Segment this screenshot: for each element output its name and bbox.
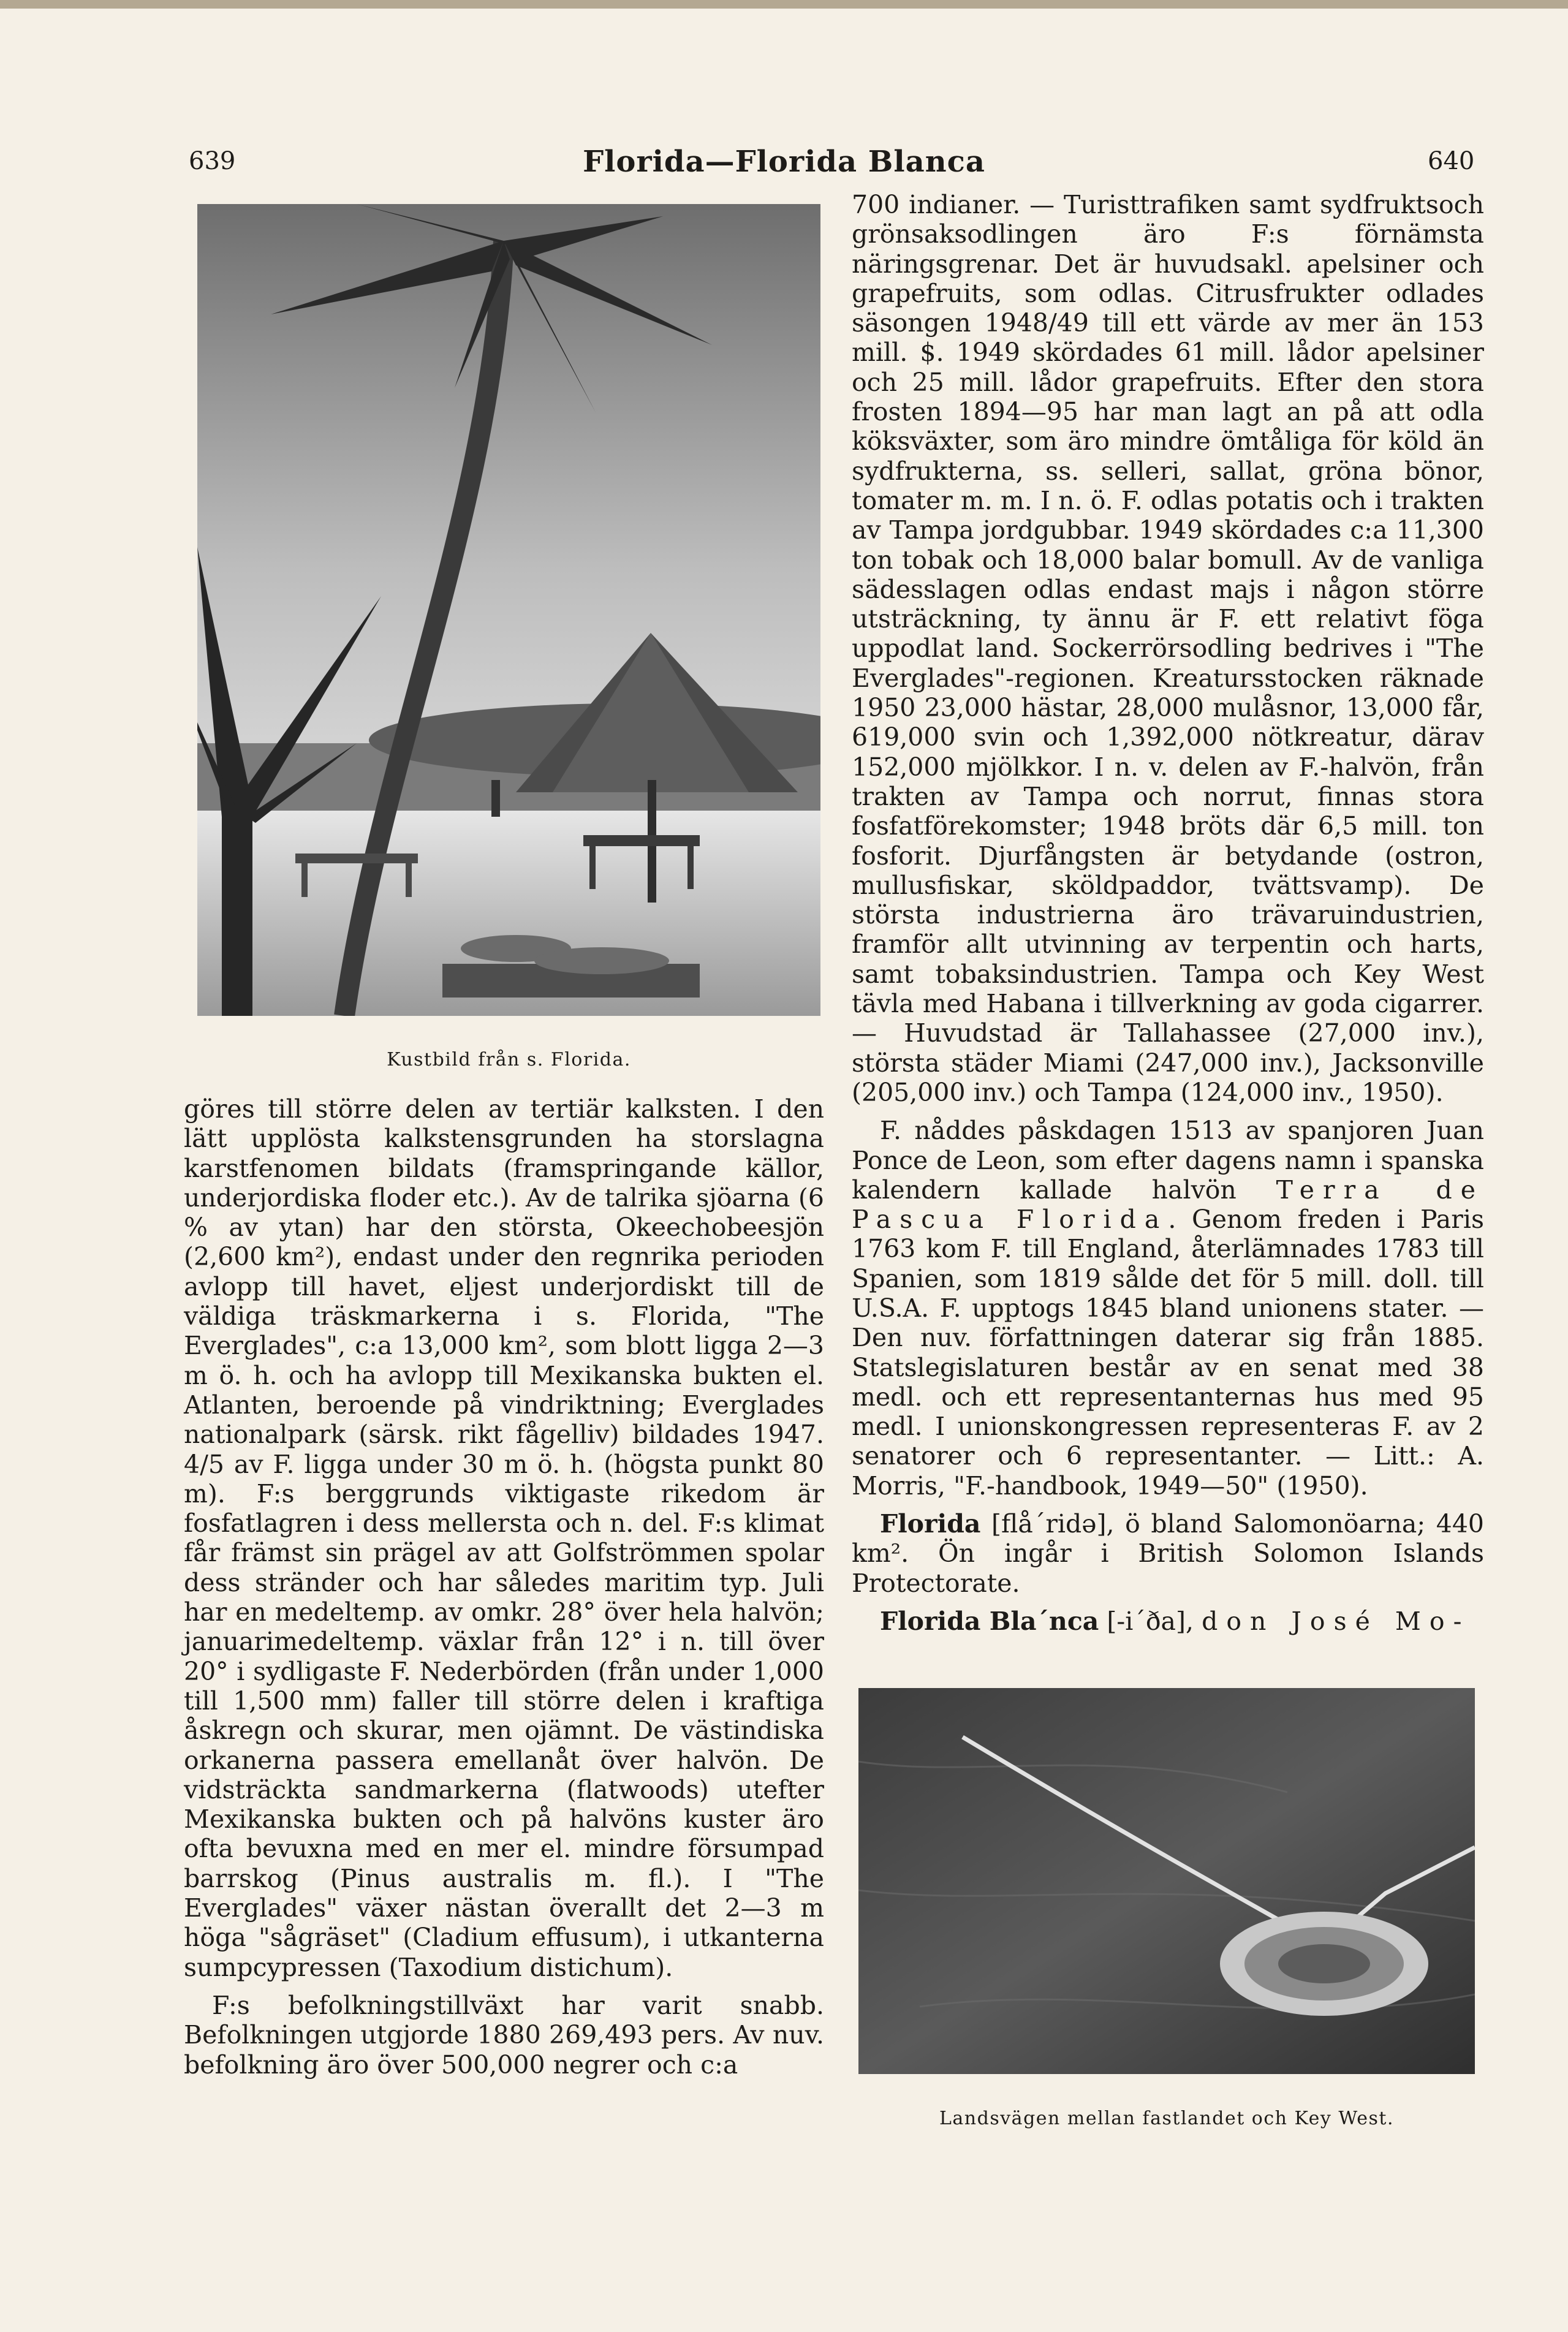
page-number-left: 639 <box>189 147 236 175</box>
beach-photo <box>197 204 820 1016</box>
entry-florida-island <box>852 1509 1484 1598</box>
page-number-right: 640 <box>1428 147 1475 175</box>
left-paragraph-1: göres till större delen av tertiär kalksten. I den lätt upplösta kalkstensgrunden ha storslagna karstfenomen bildats (framspringande källor, underjordiska floder etc.). Av de talrika sjöarna (6 % av ytan) har den största, Okeechobeesjön (2,600 km²), endast under den regnrika perioden avlopp till havet, eljest underjordiskt till de väldiga träskmarkerna i s. Florida, "The Everglades", c:a 13,000 km², som blott ligga 2—3 m ö. h. och ha avlopp till Mexikanska bukten el. Atlanten, beroende på vindriktning; Everglades nationalpark (särsk. rikt fågelliv) bildades 1947. 4/5 av F. ligga under 30 m ö. h. (högsta punkt 80 m). F:s berggrunds viktigaste rikedom är fosfatlagren i dess mellersta och n. del. F:s klimat får främst sin prägel av att Golfströmmen spolar dess stränder och har således maritim typ. Juli har en medeltemp. av omkr. 28° över hela halvön; januarimedeltemp. växlar från 12° i n. till över 20° i sydligaste F. Nederbörden (från under 1,000 till 1,500 mm) faller till större delen i kraftiga åskregn och skurar, men ojämnt. De västindiska orkanerna passera emellanåt över halvön. De vidsträckta sandmarkerna (flatwoods) utefter Mexikanska bukten och på halvöns kuster äro ofta bevuxna med en mer el. mindre försumpad barrskog (Pinus australis m. fl.). I "The Everglades" växer nästan överallt det 2—3 m höga "sågräset" (Cladium effusum), i utkanterna sumpcypressen (Taxodium distichum). <box>184 1094 824 1982</box>
entry-florida-blanca-headword: Florida Bla´nca <box>880 1606 1099 1636</box>
left-paragraph-2: F:s befolkningstillväxt har varit snabb. Befolkningen utgjorde 1880 269,493 pers. Av nuv. befolkning äro över 500,000 negrer och c:a <box>184 1990 824 2080</box>
causeway-photo-caption: Landsvägen mellan fastlandet och Key West. <box>939 2108 1394 2129</box>
beach-photo-caption: Kustbild från s. Florida. <box>387 1049 631 1070</box>
entry-florida-body: [flå´ridə], ö bland Salomonöarna; 440 km². Ön ingår i British Solomon Islands Protectorate. <box>852 1509 1484 1598</box>
top-edge-bar <box>0 0 1568 9</box>
left-text-column <box>184 1094 824 2080</box>
entry-florida-headword: Florida <box>880 1509 981 1539</box>
right-paragraph-2 <box>852 1116 1484 1501</box>
right-paragraph-1: 700 indianer. — Turisttrafiken samt sydfruktsoch grönsaksodlingen äro F:s förnämsta näringsgrenar. Det är huvudsakl. apelsiner och grapefruits, som odlas. Citrusfrukter odlades säsongen 1948/49 till ett värde av mer än 153 mill. $. 1949 skördades 61 mill. lådor apelsiner och 25 mill. lådor grapefruits. Efter den stora frosten 1894—95 har man lagt an på att odla köksväxter, som äro mindre ömtåliga för köld än sydfrukterna, ss. selleri, sallat, gröna bönor, tomater m. m. I n. ö. F. odlas potatis och i trakten av Tampa jordgubbar. 1949 skördades c:a 11,300 ton tobak och 18,000 balar bomull. Av de vanliga sädesslagen odlas endast majs i någon större utsträckning, ty ännu är F. ett relativt föga uppodlat land. Sockerrörsodling bedrives i "The Everglades"-regionen. Kreatursstocken räknade 1950 23,000 hästar, 28,000 mulåsnor, 13,000 får, 619,000 svin och 1,392,000 nötkreatur, därav 152,000 mjölkkor. I n. v. delen av F.-halvön, från trakten av Tampa och norrut, finnas stora fosfatförekomster; 1948 bröts där 6,5 mill. ton fosforit. Djurfångsten är betydande (ostron, mullusfiskar, sköldpaddor, tvättsvamp). De största industrierna äro trävaruindustrien, framför allt utvinning av terpentin och harts, samt tobaksindustrien. Tampa och Key West tävla med Habana i tillverkning av goda cigarrer. — Huvudstad är Tallahassee (27,000 inv.), största städer Miami (247,000 inv.), Jacksonville (205,000 inv.) och Tampa (124,000 inv., 1950). <box>852 190 1484 1107</box>
entry-florida-blanca <box>852 1607 1484 1636</box>
right-text-column <box>852 190 1484 1636</box>
entry-florida-blanca-pron: [-i´ða], <box>1107 1606 1194 1636</box>
causeway-photo <box>858 1688 1475 2074</box>
running-head: Florida—Florida Blanca <box>583 145 985 179</box>
history-text-continued: . Genom freden i Paris 1763 kom F. till England, återlämnades 1783 till Spanien, som 1819 sålde det för 5 mill. doll. till U.S.A. F. upptogs 1845 bland unionens stater. — Den nuv. författningen daterar sig från 1885. Statslegislaturen består av en senat med 38 medl. och ett representanternas hus med 95 medl. I unionskongressen representeras F. av 2 senatorer och 6 representanter. — Litt.: A. Morris, "F.-handbook, 1949—50" (1950). <box>852 1205 1484 1501</box>
history-text: F. nåddes påskdagen 1513 av spanjoren Juan Ponce de Leon, som efter dagens namn i spanska kalendern kallade halvön <box>852 1116 1484 1205</box>
entry-florida-blanca-name: don José Mo- <box>1202 1606 1471 1636</box>
terra-de-pascua-florida: Terra de Pascua Florida <box>852 1175 1484 1235</box>
